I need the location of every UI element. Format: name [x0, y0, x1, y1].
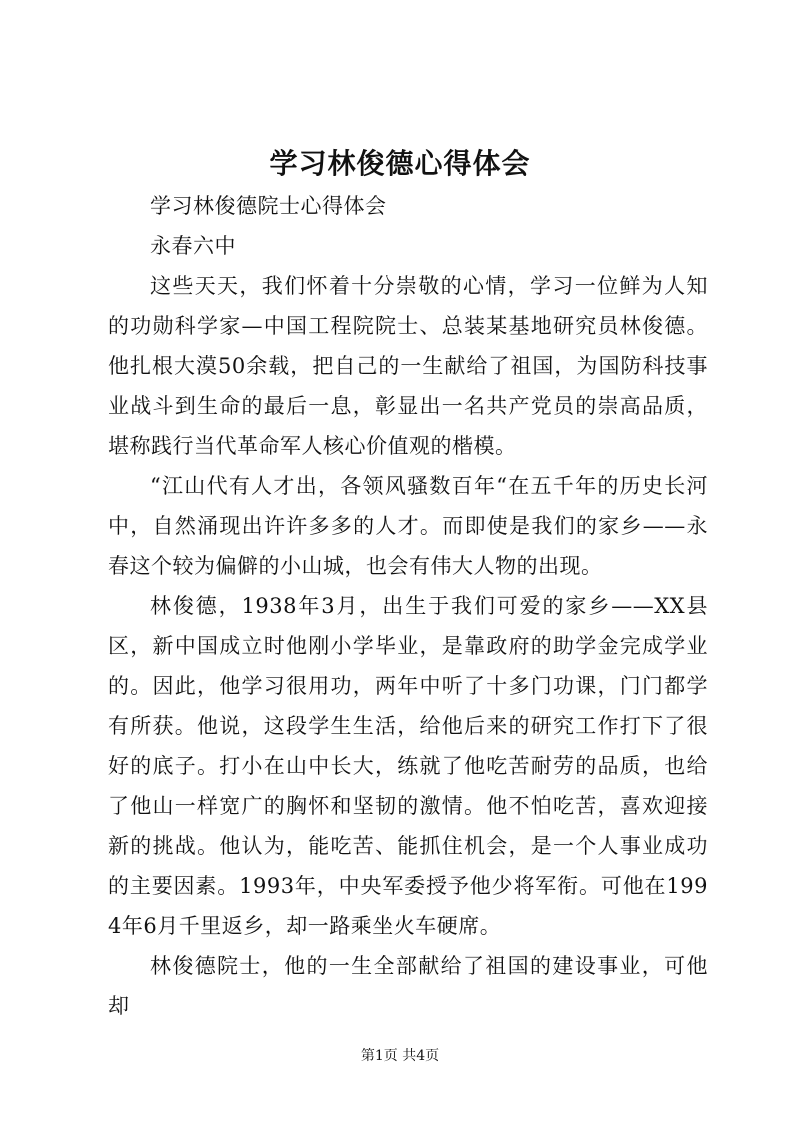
- author-line: 永春六中: [150, 234, 236, 258]
- paragraph: 林俊德，1938年3月，出生于我们可爱的家乡——XX县区，新中国成立时他刚小学毕业，是靠政府的助学金完成学业的。因此，他学习很用功，两年中听了十多门功课，门门都学有所获。他说，这段学生生活，给他后来的研究工作打下了很好的底子。打小在山中长大，练就了他吃苦耐劳的品质，也给了他山一样宽广的胸怀和坚韧的激情。他不怕吃苦，喜欢迎接新的挑战。他认为，能吃苦、能抓住机会，是一个人事业成功的主要因素。1993年，中央军委授予他少将军衔。可他在1994年6月千里返乡，却一路乘坐火车硬席。: [108, 594, 708, 938]
- subtitle: 学习林俊德院士心得体会: [150, 194, 387, 218]
- page-title: 学习林俊德心得体会: [269, 147, 531, 180]
- paragraph: 这些天天，我们怀着十分崇敬的心情，学习一位鲜为人知的功勋科学家—中国工程院院士、总装某基地研究员林俊德。他扎根大漠50余载，把自己的一生献给了祖国，为国防科技事业战斗到生命的最后一息，彰显出一名共产党员的崇高品质，堪称践行当代革命军人核心价值观的楷模。: [108, 274, 708, 458]
- page-footer: 第1页 共4页: [360, 1048, 440, 1064]
- paragraph: “江山代有人才出，各领风骚数百年“在五千年的历史长河中，自然涌现出许许多多的人才。而即使是我们的家乡——永春这个较为偏僻的小山城，也会有伟大人物的出现。: [108, 474, 708, 578]
- paragraph: 林俊德院士，他的一生全部献给了祖国的建设事业，可他却: [108, 954, 708, 1018]
- document-body: [108, 186, 708, 1026]
